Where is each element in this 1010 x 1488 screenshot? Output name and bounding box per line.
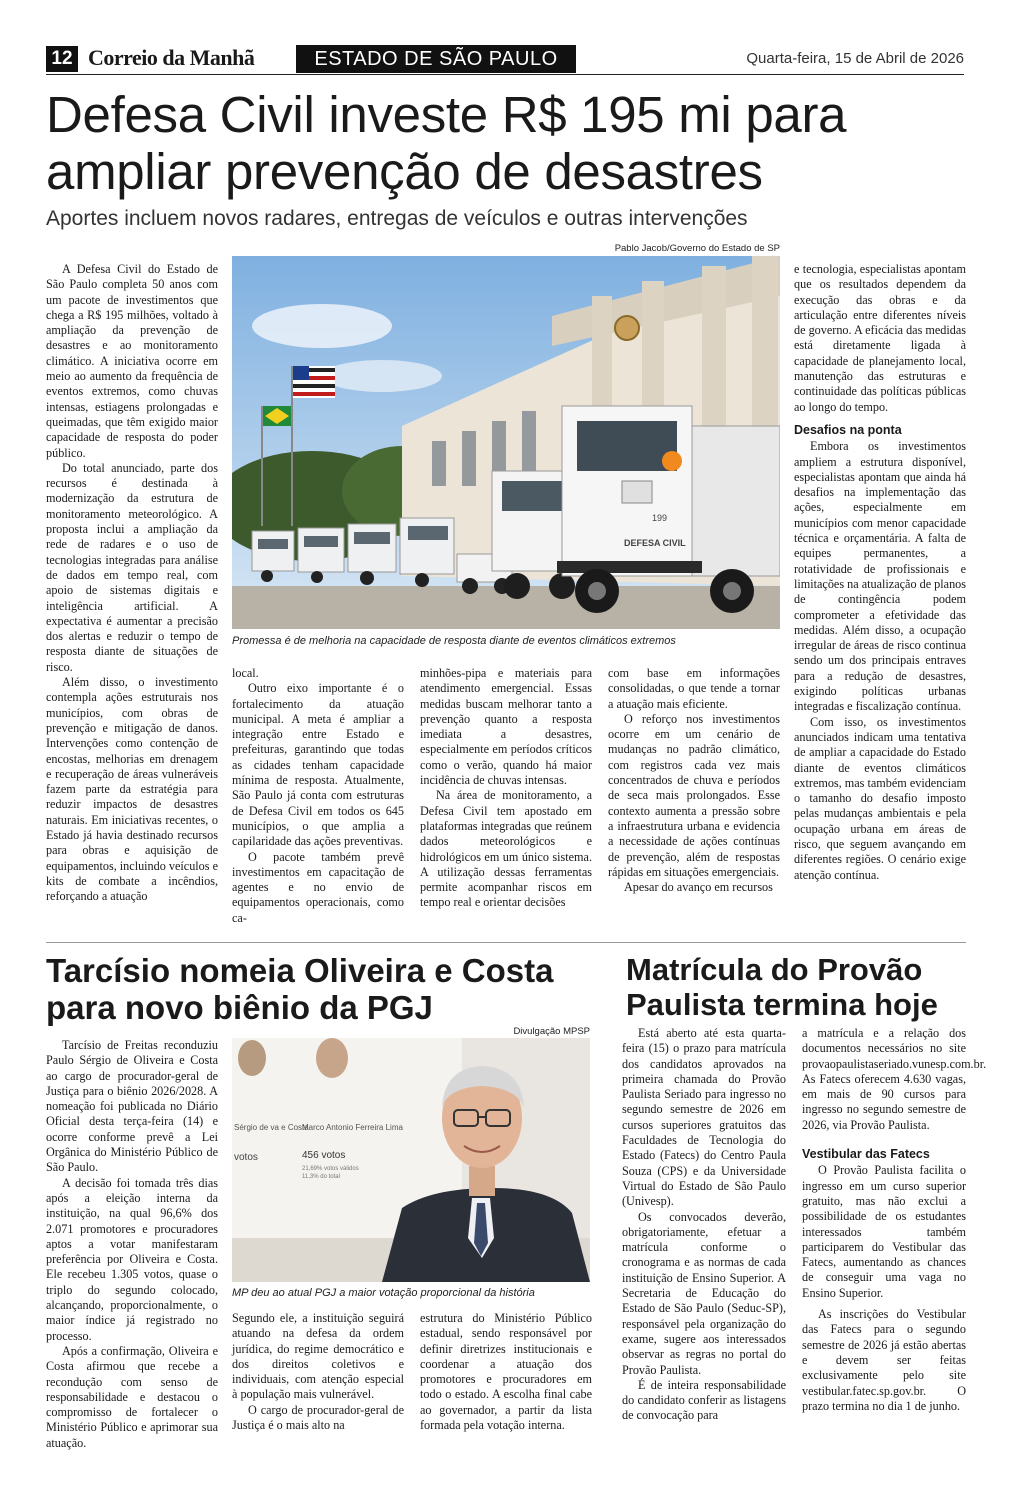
issue-date: Quarta-feira, 15 de Abril de 2026 bbox=[746, 50, 964, 67]
paragraph: Outro eixo importante é o fortalecimento da atuação municipal. A meta é ampliar a integração entre Estado e prefeituras, garantindo que todas as cidades tenham capacidade mínima de resposta. Atualmente, São Paulo já conta com estruturas de Defesa Civil em todos os 645 municípios, o que amplia a capilaridade das ações preventivas. bbox=[232, 681, 404, 849]
paragraph: Do total anunciado, parte dos recursos é destinada à modernização da estrutura de monitoramento meteorológico. A proposta inclui a ampliação da rede de radares e o uso de tecnologias integradas para análise de dados em tempo real, com apoio de sistemas digitais e inteligência artificial. A expectativa é aumentar a precisão dos alertas e reduzir o tempo de resposta diante de situações de risco. bbox=[46, 460, 218, 674]
procurador-portrait-image bbox=[232, 1038, 590, 1282]
article1-column-1 bbox=[46, 262, 218, 904]
article1-section-heading: Desafios na ponta bbox=[794, 422, 902, 437]
article1-column-4 bbox=[608, 666, 780, 895]
article2-column-1 bbox=[46, 1038, 218, 1451]
screen-right-pct: 21,69% votos válidos bbox=[302, 1166, 359, 1172]
newspaper-name: Correio da Manhã bbox=[88, 45, 255, 70]
article1-photo-caption: Promessa é de melhoria na capacidade de resposta diante de eventos climáticos extremos bbox=[232, 635, 676, 647]
paragraph: Tarcísio de Freitas reconduziu Paulo Sérgio de Oliveira e Costa ao cargo de procurador-geral de Justiça para o biênio 2026/2028. A nomeação foi publicada no Diário Oficial desta terça-feira (14) e ocorre conforme prevê a Lei Orgânica do Ministério Público de São Paulo. bbox=[46, 1038, 218, 1175]
paragraph: Após a confirmação, Oliveira e Costa afirmou que recebe a recondução com senso de responsabilidade e destacou o compromisso de fortalecer o Ministério Público e aprimorar sua atuação. bbox=[46, 1343, 218, 1450]
screen-left-votes: votos bbox=[234, 1152, 258, 1163]
paragraph: minhões-pipa e materiais para atendimento emergencial. Essas medidas buscam melhorar tanto a prevenção quanto a resposta imediata a desastres, especialmente em períodos críticos como o verão, quando há maior incidência de chuvas intensas. bbox=[420, 666, 592, 788]
paragraph: A Defesa Civil do Estado de São Paulo completa 50 anos com um pacote de investimentos que chega a R$ 195 milhões, voltado à ampliação da prevenção de desastres e ao monitoramento climático. A iniciativa ocorre em meio ao aumento da frequência de eventos extremos, como chuvas intensas, estiagens prolongadas e queimadas, que têm exigido maior capacidade de resposta do poder público. bbox=[46, 262, 218, 460]
screen-right-name: Marco Antonio Ferreira Lima bbox=[302, 1123, 403, 1132]
screen-right-total: 11,3% do total bbox=[302, 1174, 340, 1180]
article3-column-2 bbox=[802, 1026, 987, 1414]
paragraph: Embora os investimentos ampliem a estrutura disponível, especialistas apontam que ainda há desafios na implementação das ações, especialmente em municípios com menor capacidade técnica e orçamentária. A falta de equipes permanentes, a rotatividade de profissionais e limitações na atualização de planos de contingência podem comprometer a efetividade das medidas. Além disso, a ocupação irregular de áreas de risco continua sendo um dos principais entraves para a redução de desastres, exigindo políticas urbanas integradas e fiscalização contínua. bbox=[794, 439, 966, 714]
screen-left-name: Sérgio de va e Costa bbox=[234, 1123, 309, 1132]
section-label: ESTADO DE SÃO PAULO bbox=[296, 45, 576, 73]
paragraph: O Provão Paulista facilita o ingresso em um curso superior gratuito, mas não exclui a possibilidade de os estudantes interessados também participarem do Vestibular das Fatecs, aumentando as chances de conseguir uma vaga no Ensino Superior. bbox=[802, 1163, 966, 1300]
article1-headline: Defesa Civil investe R$ 195 mi para ampliar prevenção de desastres bbox=[46, 86, 847, 200]
article3-headline: Matrícula do Provão Paulista termina hoje bbox=[626, 952, 938, 1022]
truck-number: 199 bbox=[652, 513, 668, 523]
article-divider bbox=[46, 942, 966, 943]
page-number: 12 bbox=[46, 46, 78, 72]
screen-right-votes: 456 votos bbox=[302, 1150, 346, 1161]
article3-section-heading: Vestibular das Fatecs bbox=[802, 1147, 930, 1162]
paragraph: estrutura do Ministério Público estadual, sendo responsável por definir diretrizes institucionais e coordenar a atuação dos promotores e procuradores em todo o estado. A escolha final cabe ao governador, a partir da lista formada pela votação interna. bbox=[420, 1311, 592, 1433]
truck-label: DEFESA CIVIL bbox=[624, 538, 686, 548]
paragraph: a matrícula e a relação dos documentos necessários no site provaopaulistaseriado.vunesp.com.br. As Fatecs oferecem 4.630 vagas, em mais de 90 cursos para ingresso no segundo semestre de 2026, via Provão Paulista. bbox=[802, 1026, 987, 1132]
article2-photo bbox=[232, 1038, 590, 1282]
paragraph: Os convocados deverão, obrigatoriamente, efetuar a matrícula conforme o cronograma e as normas de cada instituição de Ensino Superior. A Secretaria de Educação do Estado de São Paulo (Seduc-SP), responsável pela organização do exame, sugere aos interessados observar as regras no portal do Provão Paulista. bbox=[622, 1209, 786, 1377]
article3-column-1 bbox=[622, 1026, 786, 1424]
article1-photo-credit: Pablo Jacob/Governo do Estado de SP bbox=[614, 243, 780, 254]
paragraph: As inscrições do Vestibular das Fatecs para o segundo semestre de 2026 já estão abertas e devem ser feitas exclusivamente pelo site vestibular.fatec.sp.gov.br. O prazo termina no dia 1 de junho. bbox=[802, 1307, 966, 1413]
paragraph: Além disso, o investimento contempla ações estruturais nos municípios, com obras de prevenção e mitigação de danos. Intervenções como contenção de encostas, melhorias em drenagem e recuperação de áreas vulneráveis fazem parte da estratégia para reduzir impactos de desastres naturais. Em iniciativas recentes, o Estado já havia destinado recursos para obras e aquisição de equipamentos, incluindo veículos e kits de combate a incêndios, reforçando a atuação bbox=[46, 675, 218, 904]
paragraph: Está aberto até esta quarta-feira (15) o prazo para matrícula dos candidatos aprovados na primeira chamada do Provão Paulista Seriado para ingresso no segundo semestre de 2026 em cursos superiores gratuitos das Faculdades de Tecnologia do Estado (Fatecs) do Centro Paula Souza (CPS) e da Universidade Virtual do Estado de São Paulo (Univesp). bbox=[622, 1026, 786, 1209]
paragraph: e tecnologia, especialistas apontam que os resultados dependem da execução das obras e da articulação entre diferentes níveis de governo. A eficácia das medidas está diretamente ligada à capacidade de planejamento local, manutenção das estruturas e continuidade das políticas públicas ao longo do tempo. bbox=[794, 262, 966, 414]
paragraph: Com isso, os investimentos anunciados indicam uma tentativa de ampliar a capacidade do Estado diante de eventos climáticos extremos, mas também evidenciam o tamanho do desafio imposto pelas mudanças ambientais e pela ocupação urbana em áreas de risco, que seguem avançando em diferentes regiões. O cenário exige atenção contínua. bbox=[794, 714, 966, 882]
article1-column-5 bbox=[794, 262, 966, 883]
paragraph: O cargo de procurador-geral de Justiça é o mais alto na bbox=[232, 1402, 404, 1433]
article1-photo bbox=[232, 256, 780, 629]
paragraph: Apesar do avanço em recursos bbox=[624, 880, 773, 895]
article1-column-3 bbox=[420, 666, 592, 911]
article2-photo-caption: MP deu ao atual PGJ a maior votação proporcional da história bbox=[232, 1287, 535, 1299]
article2-headline: Tarcísio nomeia Oliveira e Costa para novo biênio da PGJ bbox=[46, 952, 554, 1026]
defesa-civil-trucks-image bbox=[232, 256, 780, 629]
paragraph: É de inteira responsabilidade do candidato conferir as listagens de convocação para bbox=[622, 1377, 786, 1423]
header-divider bbox=[46, 74, 964, 75]
article2-photo-credit: Divulgação MPSP bbox=[513, 1026, 590, 1037]
article1-column-2 bbox=[232, 666, 404, 926]
paragraph: com base em informações consolidadas, o que tende a tornar a atuação mais eficiente. bbox=[608, 666, 780, 711]
article2-column-2 bbox=[232, 1311, 404, 1433]
paragraph: local. bbox=[232, 666, 259, 680]
paragraph: Na área de monitoramento, a Defesa Civil tem apostado em plataformas integradas que reúnem dados meteorológicos e hidrológicos em um único sistema. A utilização dessas ferramentas permite acompanhar riscos em tempo real e orientar decisões bbox=[420, 788, 592, 910]
paragraph: O reforço nos investimentos ocorre em um cenário de mudanças no padrão climático, com registros cada vez mais concentrados de chuva e períodos de seca mais prolongados. Esse contexto aumenta a pressão sobre a infraestrutura urbana e evidencia a necessidade de ações contínuas de prevenção, além de respostas rápidas em situações emergenciais. bbox=[608, 711, 780, 879]
article2-column-3 bbox=[420, 1311, 592, 1433]
paragraph: O pacote também prevê investimentos em capacitação de agentes e no envio de equipamentos operacionais, como ca- bbox=[232, 849, 404, 925]
paragraph: A decisão foi tomada três dias após a eleição interna da instituição, na qual 96,6% dos 2.071 promotores e procuradores aptos a votar manifestaram preferência por Oliveira e Costa. Ele recebeu 1.305 votos, quase o triplo do segundo colocado, alcançando, proporcionalmente, o maior índice já registrado no processo. bbox=[46, 1175, 218, 1343]
paragraph: Segundo ele, a instituição seguirá atuando na defesa da ordem jurídica, do regime democrático e dos direitos coletivos e individuais, com atenção especial à população mais vulnerável. bbox=[232, 1311, 404, 1402]
article1-subhead: Aportes incluem novos radares, entregas de veículos e outras intervenções bbox=[46, 207, 748, 230]
